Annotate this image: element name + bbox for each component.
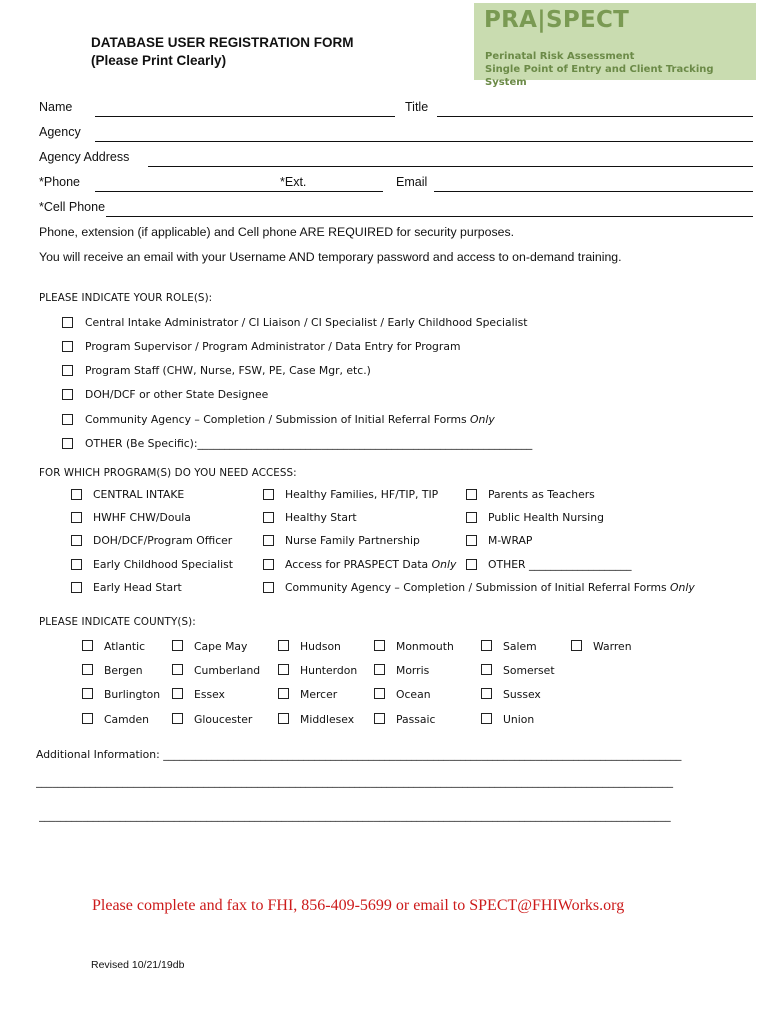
county-label: Hudson — [300, 640, 341, 653]
county-checkbox[interactable] — [172, 688, 183, 699]
county-checkbox[interactable] — [278, 664, 289, 675]
role-checkbox[interactable] — [62, 341, 73, 352]
name-label: Name — [39, 100, 73, 114]
title-field[interactable] — [437, 116, 753, 117]
program-checkbox[interactable] — [466, 535, 477, 546]
county-label: Bergen — [104, 664, 143, 677]
program-label: Healthy Start — [285, 511, 357, 524]
cell-phone-field[interactable] — [106, 216, 753, 217]
program-only-italic: Only — [431, 558, 457, 571]
program-checkbox[interactable] — [71, 582, 82, 593]
logo-subtitle-line2: Single Point of Entry and Client Tracking System — [485, 64, 714, 88]
role-checkbox[interactable] — [62, 438, 73, 449]
program-label: Healthy Families, HF/TIP, TIP — [285, 488, 439, 501]
role-checkbox[interactable] — [62, 365, 73, 376]
form-title-line1: DATABASE USER REGISTRATION FORM — [91, 35, 354, 50]
program-label: OTHER ___________________ — [488, 558, 632, 571]
agency-address-label: Agency Address — [39, 150, 130, 164]
email-note: You will receive an email with your Username AND temporary password and access to on-demand training. — [39, 250, 622, 264]
role-label-text: Community Agency – Completion / Submission of Initial Referral Forms — [85, 413, 471, 426]
county-checkbox[interactable] — [374, 640, 385, 651]
county-checkbox[interactable] — [278, 713, 289, 724]
program-label-text: Access for PRASPECT Data — [285, 558, 432, 571]
role-only-italic: Only — [470, 413, 495, 426]
program-checkbox[interactable] — [263, 582, 274, 593]
county-label: Essex — [194, 688, 225, 701]
county-label: Middlesex — [300, 713, 355, 726]
fax-instructions: Please complete and fax to FHI, 856-409-5699 or email to SPECT@FHIWorks.org — [92, 897, 625, 914]
program-checkbox[interactable] — [263, 512, 274, 523]
county-label: Cumberland — [194, 664, 261, 677]
county-label: Union — [503, 713, 535, 726]
cell-phone-label: *Cell Phone — [39, 200, 106, 214]
county-checkbox[interactable] — [374, 664, 385, 675]
program-label — [285, 558, 456, 571]
program-checkbox[interactable] — [466, 489, 477, 500]
program-label-text: Community Agency – Completion / Submission of Initial Referral Forms — [285, 581, 671, 594]
role-checkbox[interactable] — [62, 389, 73, 400]
additional-info-line: _____________________________________________________________________________________________________________________ — [39, 809, 671, 822]
county-label: Hunterdon — [300, 664, 358, 677]
additional-info-label: Additional Information: ________________________________________________________________________________________________ — [36, 748, 682, 761]
praspect-logo — [474, 3, 756, 88]
program-label: Parents as Teachers — [488, 488, 595, 501]
county-checkbox[interactable] — [278, 688, 289, 699]
logo-subtitle-line1: Perinatal Risk Assessment — [485, 51, 635, 62]
role-label: Central Intake Administrator / CI Liaison / CI Specialist / Early Childhood Specialist — [85, 316, 528, 329]
county-label: Camden — [104, 713, 150, 726]
county-checkbox[interactable] — [374, 713, 385, 724]
program-label: M-WRAP — [488, 534, 533, 547]
email-label: Email — [396, 175, 428, 189]
program-label: Early Childhood Specialist — [93, 558, 234, 571]
program-checkbox[interactable] — [71, 512, 82, 523]
roles-heading: PLEASE INDICATE YOUR ROLE(S): — [39, 292, 213, 304]
role-label: Program Supervisor / Program Administrator / Data Entry for Program — [85, 340, 461, 353]
program-checkbox[interactable] — [263, 535, 274, 546]
role-label: OTHER (Be Specific):______________________________________________________________ — [85, 437, 533, 450]
program-checkbox[interactable] — [466, 512, 477, 523]
county-checkbox[interactable] — [481, 688, 492, 699]
county-checkbox[interactable] — [172, 713, 183, 724]
county-checkbox[interactable] — [481, 640, 492, 651]
county-checkbox[interactable] — [82, 640, 93, 651]
program-label: Nurse Family Partnership — [285, 534, 420, 547]
county-checkbox[interactable] — [82, 713, 93, 724]
additional-info-line: ______________________________________________________________________________________________________________________ — [36, 775, 674, 788]
agency-address-field[interactable] — [148, 166, 753, 167]
county-checkbox[interactable] — [481, 713, 492, 724]
county-label: Mercer — [300, 688, 338, 701]
county-checkbox[interactable] — [278, 640, 289, 651]
phone-field[interactable] — [95, 191, 383, 192]
county-checkbox[interactable] — [571, 640, 582, 651]
county-checkbox[interactable] — [82, 688, 93, 699]
role-label: Program Staff (CHW, Nurse, FSW, PE, Case Mgr, etc.) — [85, 364, 371, 377]
county-label: Somerset — [503, 664, 555, 677]
form-title — [91, 34, 354, 70]
email-field[interactable] — [434, 191, 753, 192]
phone-label: *Phone — [39, 175, 81, 189]
form-title-line2: (Please Print Clearly) — [91, 53, 227, 68]
role-checkbox[interactable] — [62, 414, 73, 425]
role-label — [85, 413, 495, 426]
program-label: CENTRAL INTAKE — [93, 488, 185, 501]
county-label: Monmouth — [396, 640, 454, 653]
role-checkbox[interactable] — [62, 317, 73, 328]
logo-subtitle — [485, 50, 756, 89]
county-label: Warren — [593, 640, 632, 653]
county-label: Sussex — [503, 688, 541, 701]
county-checkbox[interactable] — [481, 664, 492, 675]
program-checkbox[interactable] — [71, 489, 82, 500]
program-checkbox[interactable] — [71, 535, 82, 546]
agency-label: Agency — [39, 125, 81, 139]
role-label: DOH/DCF or other State Designee — [85, 388, 269, 401]
county-label: Ocean — [396, 688, 431, 701]
program-checkbox[interactable] — [263, 559, 274, 570]
county-checkbox[interactable] — [82, 664, 93, 675]
agency-field[interactable] — [95, 141, 753, 142]
program-label: DOH/DCF/Program Officer — [93, 534, 233, 547]
county-label: Salem — [503, 640, 537, 653]
program-checkbox[interactable] — [71, 559, 82, 570]
county-label: Atlantic — [104, 640, 146, 653]
counties-heading: PLEASE INDICATE COUNTY(S): — [39, 616, 196, 628]
programs-heading: FOR WHICH PROGRAM(S) DO YOU NEED ACCESS: — [39, 467, 297, 479]
program-label: Early Head Start — [93, 581, 182, 594]
county-label: Morris — [396, 664, 430, 677]
county-label: Gloucester — [194, 713, 253, 726]
program-label: HWHF CHW/Doula — [93, 511, 191, 524]
title-label: Title — [405, 100, 429, 114]
program-label — [285, 581, 695, 594]
program-checkbox[interactable] — [263, 489, 274, 500]
county-label: Passaic — [396, 713, 436, 726]
revised-date: Revised 10/21/19db — [91, 959, 185, 971]
program-only-italic: Only — [670, 581, 695, 594]
name-field[interactable] — [95, 116, 395, 117]
county-label: Cape May — [194, 640, 248, 653]
ext-label: *Ext. — [280, 175, 309, 189]
county-checkbox[interactable] — [172, 640, 183, 651]
program-label: Public Health Nursing — [488, 511, 604, 524]
logo-title: PRA|SPECT — [484, 7, 630, 33]
required-note: Phone, extension (if applicable) and Cell phone ARE REQUIRED for security purposes. — [39, 225, 515, 239]
county-label: Burlington — [104, 688, 161, 701]
program-checkbox[interactable] — [466, 559, 477, 570]
county-checkbox[interactable] — [172, 664, 183, 675]
county-checkbox[interactable] — [374, 688, 385, 699]
